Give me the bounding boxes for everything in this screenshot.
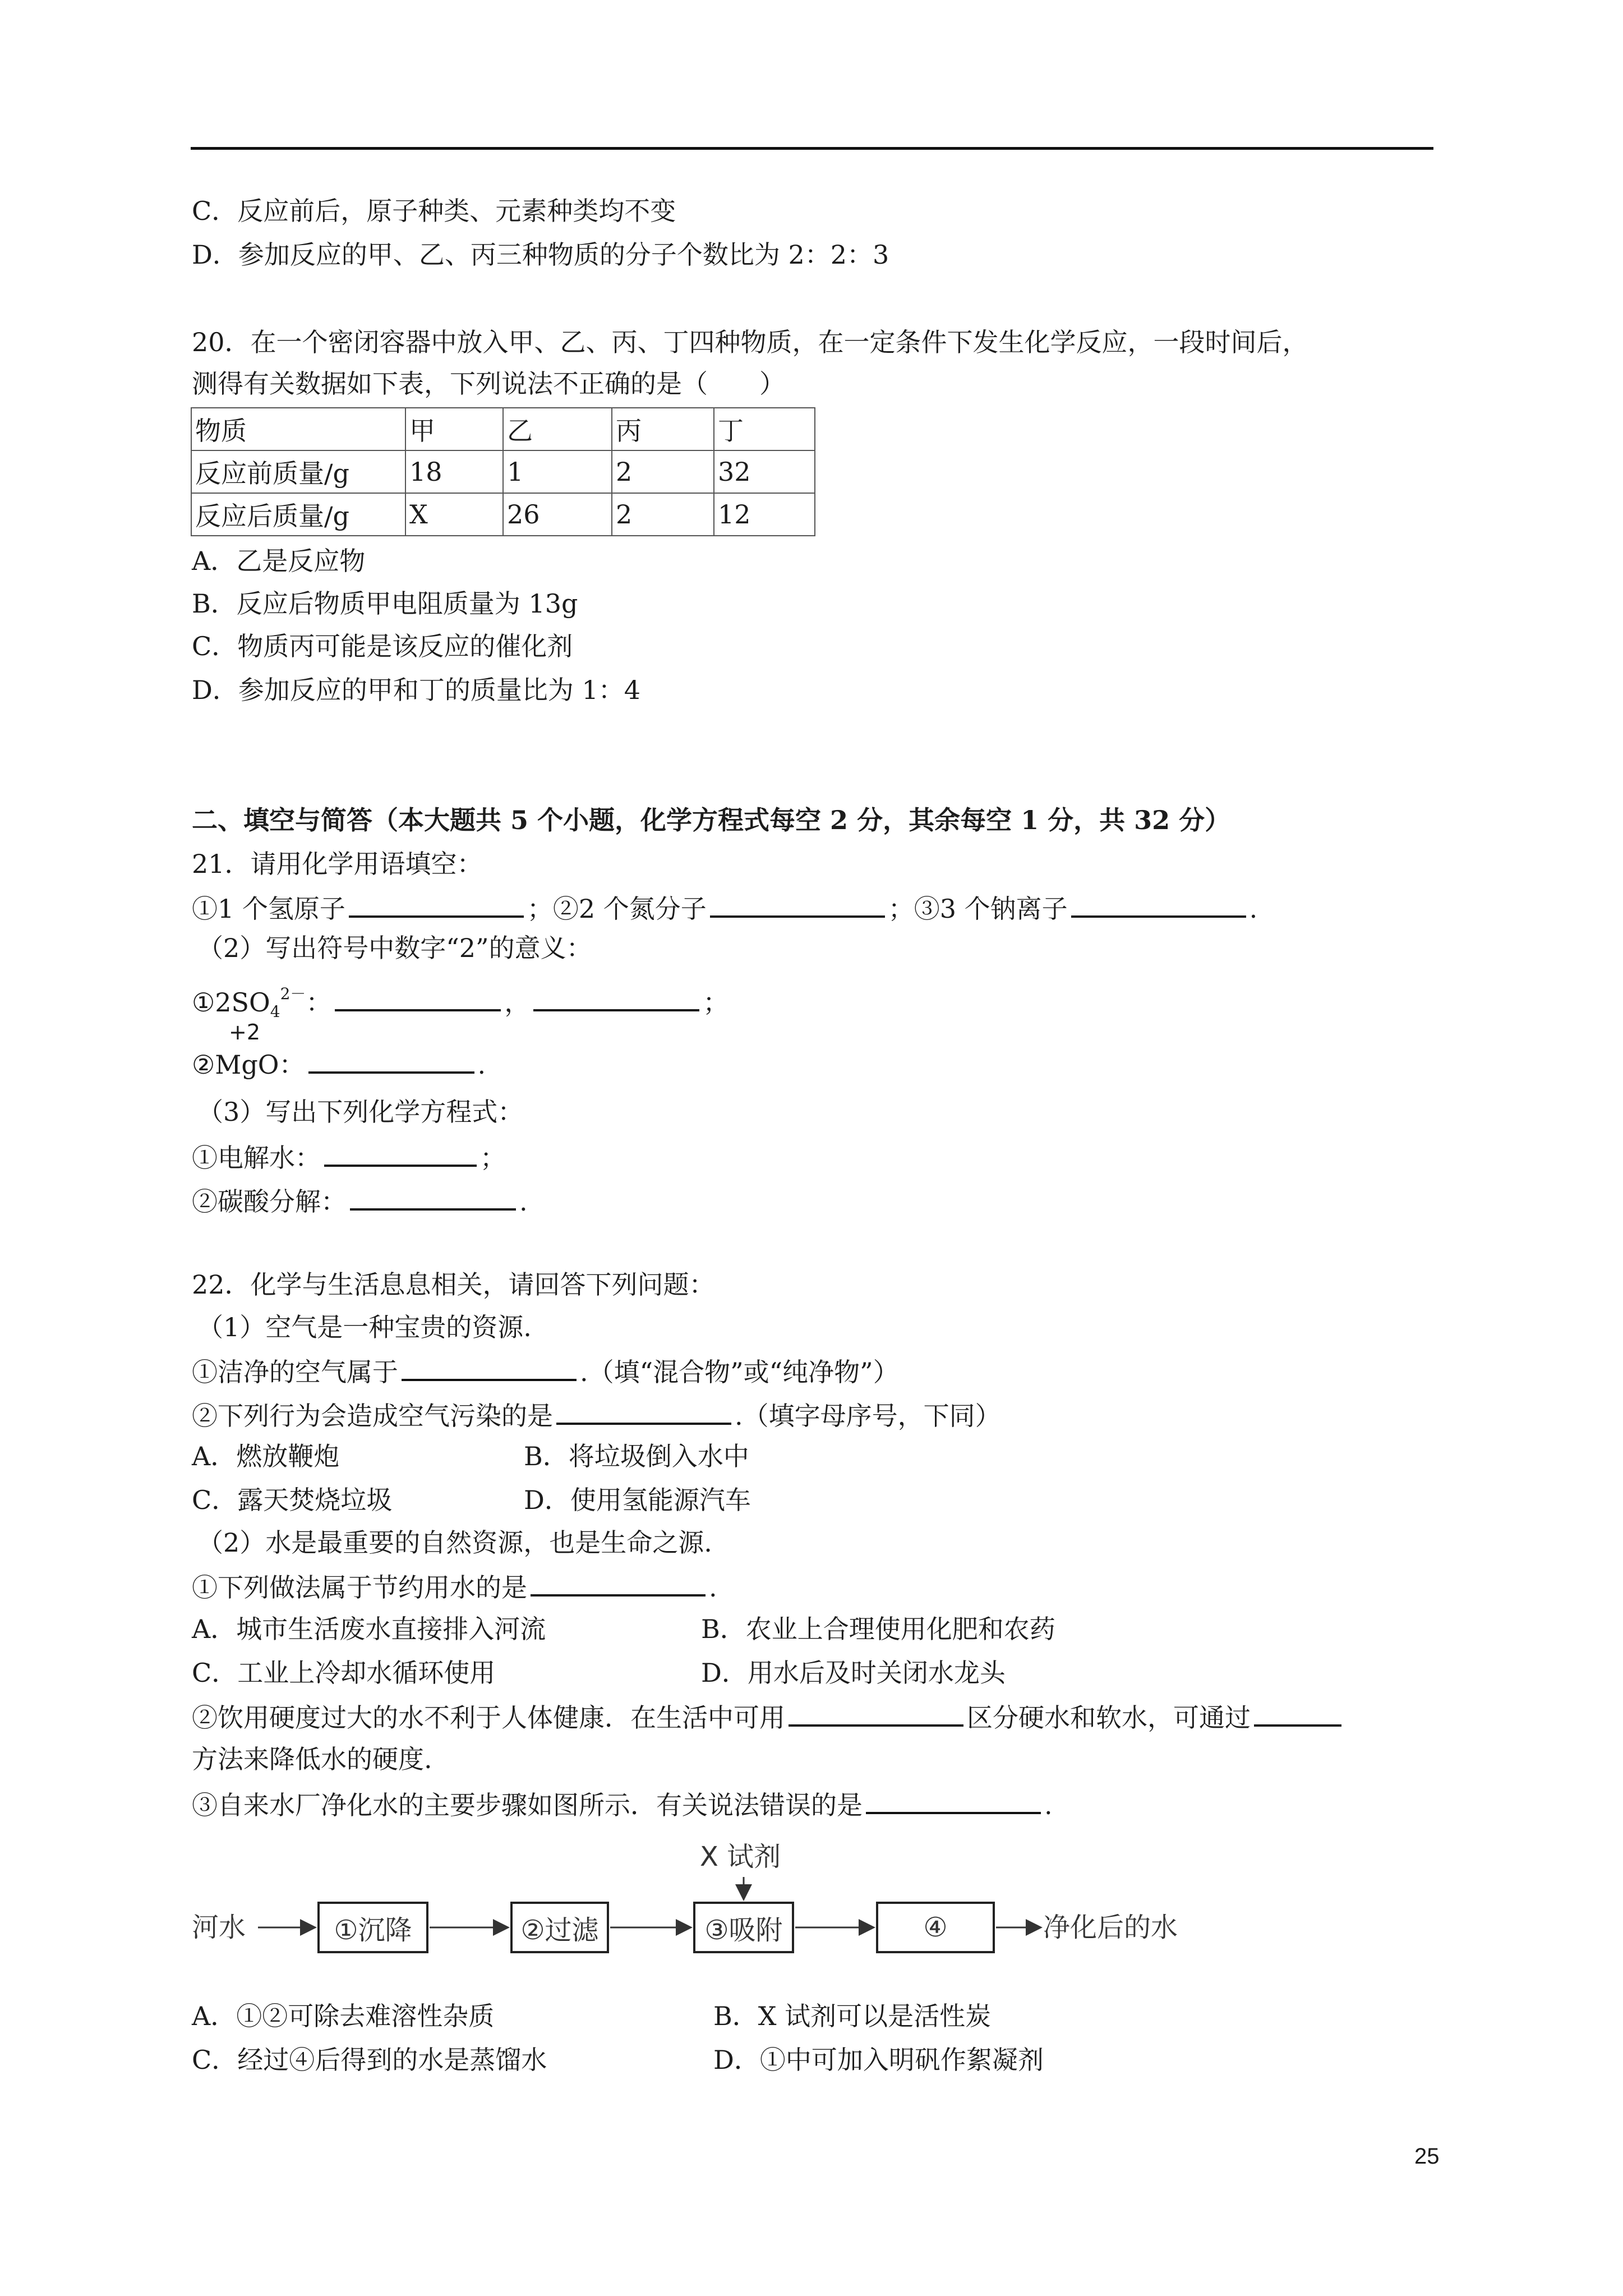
table-cell: 反应后质量/g <box>191 493 405 536</box>
table-cell: X <box>405 493 503 536</box>
q22-s1-option-c: C．露天焚烧垃圾 <box>192 1485 393 1515</box>
q20-option-c: C．物质丙可能是该反应的催化剂 <box>192 631 573 661</box>
item-hint: .（填“混合物”或“纯净物”） <box>580 1357 899 1387</box>
q20-option-a: A．乙是反应物 <box>192 546 366 576</box>
item-label: ②下列行为会造成空气污染的是 <box>192 1401 553 1431</box>
step-adsorption: ③吸附 <box>693 1902 794 1953</box>
table-cell: 2 <box>612 493 714 536</box>
q22-s1-option-b: B．将垃圾倒入水中 <box>524 1441 749 1471</box>
q22-s2-option-b: B．农业上合理使用化肥和农药 <box>701 1614 1055 1644</box>
q21-2-label: ②2 个氮分子 <box>552 894 707 924</box>
q20-option-b: B．反应后物质甲电阻质量为 13g <box>192 588 578 619</box>
item-label: ①洁净的空气属于 <box>192 1357 398 1387</box>
q22-s23-option-c: C．经过④后得到的水是蒸馏水 <box>192 2045 547 2075</box>
q22-s1-option-a: A．燃放鞭炮 <box>192 1441 340 1471</box>
table-cell: 丁 <box>714 408 815 450</box>
q20-stem-line1: 20．在一个密闭容器中放入甲、乙、丙、丁四种物质，在一定条件下发生化学反应，一段时间后， <box>192 327 1308 357</box>
q21-stem: 21．请用化学用语填空： <box>192 849 483 879</box>
valence-label: +2 <box>229 1020 261 1045</box>
q21-3-label: ③3 个钠离子 <box>914 894 1068 924</box>
period: . <box>519 1186 528 1217</box>
table-cell: 甲 <box>405 408 503 450</box>
table-cell: 32 <box>714 450 815 493</box>
superscript: 2－ <box>280 984 306 1003</box>
q22-sub2-item2-line2: 方法来降低水的硬度. <box>192 1744 432 1774</box>
table-cell: 物质 <box>191 408 405 450</box>
table-cell: 26 <box>503 493 612 536</box>
item-marker: ② <box>192 1050 215 1080</box>
q22-s23-option-a: A．①②可除去难溶性杂质 <box>192 2001 495 2031</box>
table-cell: 丙 <box>612 408 714 450</box>
q22-s23-option-d: D．①中可加入明矾作絮凝剂 <box>713 2045 1044 2075</box>
q20-option-d: D．参加反应的甲和丁的质量比为 1：4 <box>192 675 641 705</box>
step-four: ④ <box>876 1902 995 1953</box>
item-label: ②饮用硬度过大的水不利于人体健康．在生活中可用 <box>192 1703 785 1733</box>
comma: ， <box>504 987 531 1018</box>
table-cell: 2 <box>612 450 714 493</box>
q22-s23-option-b: B．X 试剂可以是活性炭 <box>713 2001 992 2031</box>
semicolon: ； <box>480 1143 506 1173</box>
separator: ； <box>527 894 553 924</box>
reagent-label: X 试剂 <box>700 1841 781 1872</box>
section-heading: 二、填空与简答（本大题共 5 个小题，化学方程式每空 2 分，其余每空 1 分，共 32 分） <box>192 805 1231 835</box>
table-cell: 12 <box>714 493 815 536</box>
item-hint: .（填字母序号，下同） <box>735 1401 1001 1431</box>
item-label: ①下列做法属于节约用水的是 <box>192 1572 527 1603</box>
item-label: ②碳酸分解： <box>192 1186 347 1217</box>
item-label: 区分硬水和软水，可通过 <box>967 1703 1251 1733</box>
q22-s2-option-c: C．工业上冷却水循环使用 <box>192 1658 496 1688</box>
period: . <box>1249 894 1258 924</box>
q21-part2-title: （2）写出符号中数字“2”的意义： <box>197 933 592 963</box>
table-cell: 乙 <box>503 408 612 450</box>
q19-option-c: C．反应前后，原子种类、元素种类均不变 <box>192 196 676 226</box>
table-cell: 1 <box>503 450 612 493</box>
q21-part3-title: （3）写出下列化学方程式： <box>197 1097 524 1127</box>
q22-stem: 22．化学与生活息息相关，请回答下列问题： <box>192 1269 715 1300</box>
q22-s2-option-a: A．城市生活废水直接排入河流 <box>192 1614 546 1644</box>
output-label: 净化后的水 <box>1043 1912 1178 1943</box>
colon: ： <box>306 987 332 1018</box>
formula: ①2SO <box>192 987 270 1018</box>
q21-1-label: ①1 个氢原子 <box>192 894 345 924</box>
q19-option-d: D．参加反应的甲、乙、丙三种物质的分子个数比为 2：2：3 <box>192 240 889 270</box>
period: . <box>1044 1790 1053 1820</box>
input-label: 河水 <box>192 1912 246 1943</box>
q22-sub2-title: （2）水是最重要的自然资源，也是生命之源. <box>197 1527 712 1558</box>
semicolon: ； <box>703 987 729 1018</box>
period: . <box>477 1050 486 1080</box>
item-label: ①电解水： <box>192 1143 321 1173</box>
period: . <box>709 1572 717 1603</box>
q22-s1-option-d: D．使用氢能源汽车 <box>524 1485 751 1515</box>
formula: MgO： <box>215 1050 305 1080</box>
step-sedimentation: ①沉降 <box>317 1902 428 1953</box>
table-cell: 18 <box>405 450 503 493</box>
table-cell: 反应前质量/g <box>191 450 405 493</box>
q22-sub1-title: （1）空气是一种宝贵的资源. <box>197 1312 532 1342</box>
step-filtration: ②过滤 <box>510 1902 609 1953</box>
page-number: 25 <box>1414 2144 1440 2169</box>
q20-stem-line2: 测得有关数据如下表，下列说法不正确的是（ ） <box>192 369 785 399</box>
q22-s2-option-d: D．用水后及时关闭水龙头 <box>701 1658 1006 1688</box>
item-label: ③自来水厂净化水的主要步骤如图所示．有关说法错误的是 <box>192 1790 863 1820</box>
subscript: 4 <box>270 1002 280 1021</box>
separator: ； <box>888 894 914 924</box>
